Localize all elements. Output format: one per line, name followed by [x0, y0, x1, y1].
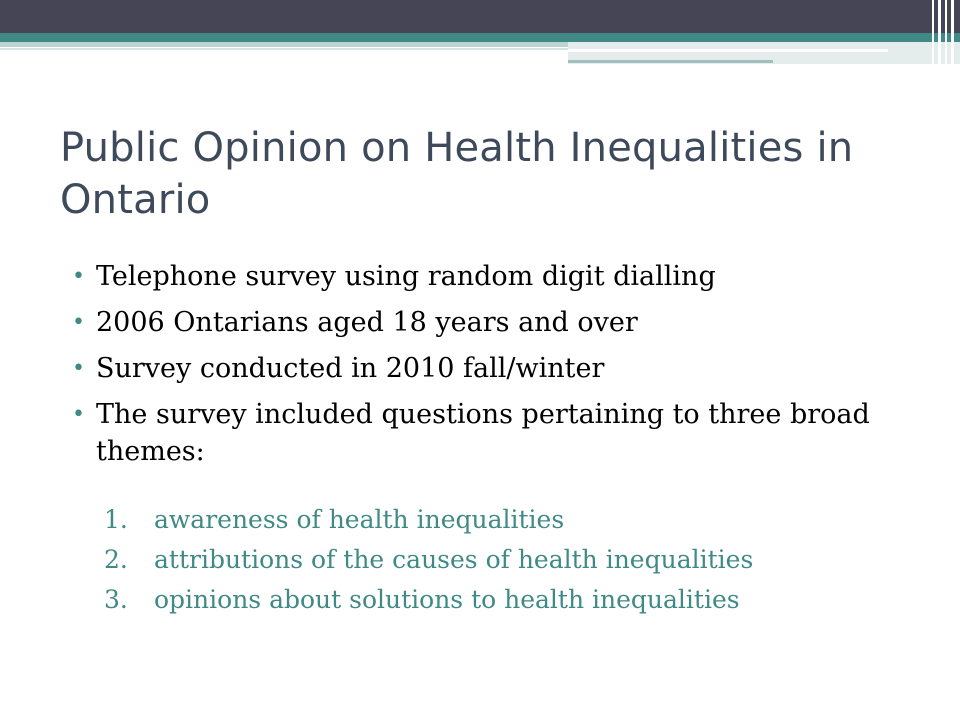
theme-item: [104, 540, 904, 580]
bullet-icon: •: [72, 264, 85, 289]
bullet-text: Telephone survey using random digit dialling: [96, 261, 716, 292]
header-band-light: [0, 42, 568, 47]
list-item: [72, 396, 892, 470]
list-item: [72, 304, 892, 341]
header-line-white: [568, 49, 888, 52]
bullet-list: [72, 258, 892, 479]
bullet-icon: •: [72, 402, 85, 427]
header-vertical-lines: [930, 0, 960, 64]
vertical-line: [932, 0, 934, 64]
theme-text: awareness of health inequalities: [154, 505, 565, 534]
theme-item: [104, 580, 904, 620]
header-band-dark: [0, 0, 960, 33]
vertical-line: [945, 0, 947, 64]
vertical-line: [951, 0, 954, 64]
list-item: [72, 350, 892, 387]
slide-title: Public Opinion on Health Inequalities in Ontario: [60, 125, 854, 223]
theme-text: opinions about solutions to health inequalities: [154, 585, 740, 614]
theme-text: attributions of the causes of health inequalities: [154, 545, 754, 574]
bullet-icon: •: [72, 310, 85, 335]
list-item: [72, 258, 892, 295]
header-line-gray: [0, 48, 568, 50]
bullet-icon: •: [72, 356, 85, 381]
theme-item: [104, 500, 904, 540]
theme-number: 1.: [104, 505, 128, 534]
header-band-teal: [0, 33, 960, 42]
bullet-text: 2006 Ontarians aged 18 years and over: [96, 307, 638, 338]
theme-number: 3.: [104, 585, 128, 614]
themes-list: [104, 500, 904, 620]
bullet-text: Survey conducted in 2010 fall/winter: [96, 353, 605, 384]
vertical-line: [938, 0, 941, 64]
bullet-text: The survey included questions pertaining to three broad themes:: [96, 399, 870, 467]
header-line-teal: [568, 60, 773, 63]
theme-number: 2.: [104, 545, 128, 574]
